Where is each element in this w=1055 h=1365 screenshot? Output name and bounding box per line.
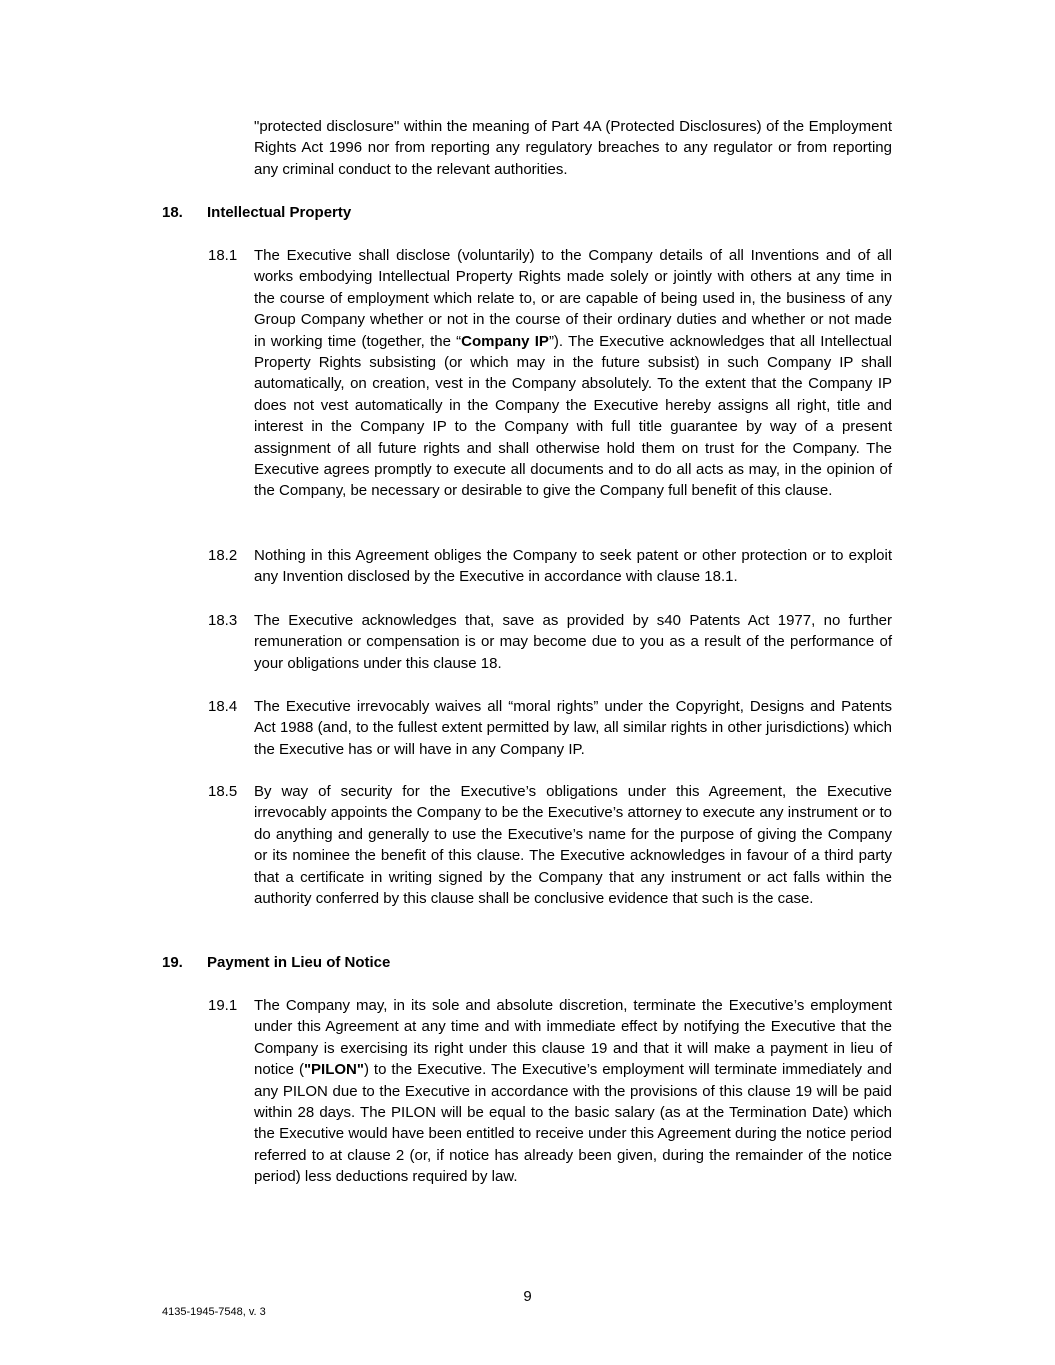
clause-19-1-text-b: ) to the Executive. The Executive’s employment will terminate immediately and any PILON due to the Executive in accordance with the provisions of this clause 19 will be paid within 28 days. The PILON will be equal to the basic salary (as at the Termination Date) which the Executive would have been entitled to receive under this Agreement during the notice period referred to at clause 2 (or, if notice has already been given, during the remainder of the notice period) less deductions required by law. [254,1061,892,1186]
clause-19-1-text [254,995,892,1188]
clause-18-3-number: 18.3 [208,612,238,629]
clause-18-4-number: 18.4 [208,698,238,715]
clause-18-3-text: The Executive acknowledges that, save as provided by s40 Patents Act 1977, no further remuneration or compensation is or may become due to you as a result of the performance of your obligations under this clause 18. [254,612,892,672]
section-19-number: 19. [162,954,183,971]
clause-19-1-number: 19.1 [208,997,238,1014]
clause-18-1-text-b: ”). The Executive acknowledges that all Intellectual Property Rights subsisting (or which may in the future subsist) in such Company IP shall automatically, on creation, vest in the Company absolutely. To the extent that the Company IP does not vest automatically in the Company the Executive hereby assigns all right, title and interest in the Company IP to the Company with full title guarantee by way of a present assignment of all future rights and shall otherwise hold them on trust for the Company. The Executive agrees promptly to execute all documents and to do all acts as may, in the opinion of the Company, be necessary or desirable to give the Company full benefit of this clause. [254,332,892,500]
clause-19-1 [208,995,892,1188]
defined-term-company-ip: Company IP [461,332,549,350]
clause-18-1-text [254,245,892,502]
defined-term-pilon: "PILON" [303,1061,364,1079]
clause-18-5 [208,781,892,909]
clause-18-4 [208,696,892,760]
clause-18-5-number: 18.5 [208,783,238,800]
clause-18-1-number: 18.1 [208,247,238,264]
section-18-title: Intellectual Property [207,204,352,221]
clause-19-1-text-a: The Company may, in its sole and absolute discretion, terminate the Executive’s employment under this Agreement at any time and with immediate effect by notifying the Executive that the Company is exercising its right under this clause 19 and that it will make a payment in lieu of notice ( [254,997,892,1079]
section-19-heading [162,952,390,973]
clause-18-2-number: 18.2 [208,547,238,564]
clause-18-1-text-a: The Executive shall disclose (voluntarily) to the Company details of all Inventions and of all works embodying Intellectual Property Rights made solely or jointly with others at any time in the course of employment which relate to, or are capable of being used in, the business of any Group Company whether or not in the course of their ordinary duties and whether or not made in working time (together, the “ [254,247,892,350]
page-number: 9 [523,1288,532,1305]
intro-paragraph: "protected disclosure" within the meaning of Part 4A (Protected Disclosures) of the Employment Rights Act 1996 nor from reporting any regulatory breaches to any regulator or from reporting any criminal conduct to the relevant authorities. [254,118,892,178]
section-18-number: 18. [162,204,183,221]
document-reference: 4135-1945-7548, v. 3 [162,1306,266,1318]
clause-18-3 [208,610,892,674]
clause-18-4-text: The Executive irrevocably waives all “moral rights” under the Copyright, Designs and Patents Act 1988 (and, to the fullest extent permitted by law, all similar rights in other jurisdictions) which the Executive has or will have in any Company IP. [254,698,892,758]
section-19-title: Payment in Lieu of Notice [207,954,391,971]
clause-18-1 [208,245,892,502]
section-18-heading [162,202,351,223]
clause-18-2 [208,545,892,588]
clause-18-5-text: By way of security for the Executive’s obligations under this Agreement, the Executive irrevocably appoints the Company to be the Executive’s attorney to execute any instrument or to do anything and generally to use the Executive’s name for the purpose of giving the Company or its nominee the benefit of this clause. The Executive acknowledges in favour of a third party that a certificate in writing signed by the Company that any instrument or act falls within the authority conferred by this clause shall be conclusive evidence that such is the case. [254,783,892,908]
clause-18-2-text: Nothing in this Agreement obliges the Company to seek patent or other protection or to exploit any Invention disclosed by the Executive in accordance with clause 18.1. [254,547,892,586]
